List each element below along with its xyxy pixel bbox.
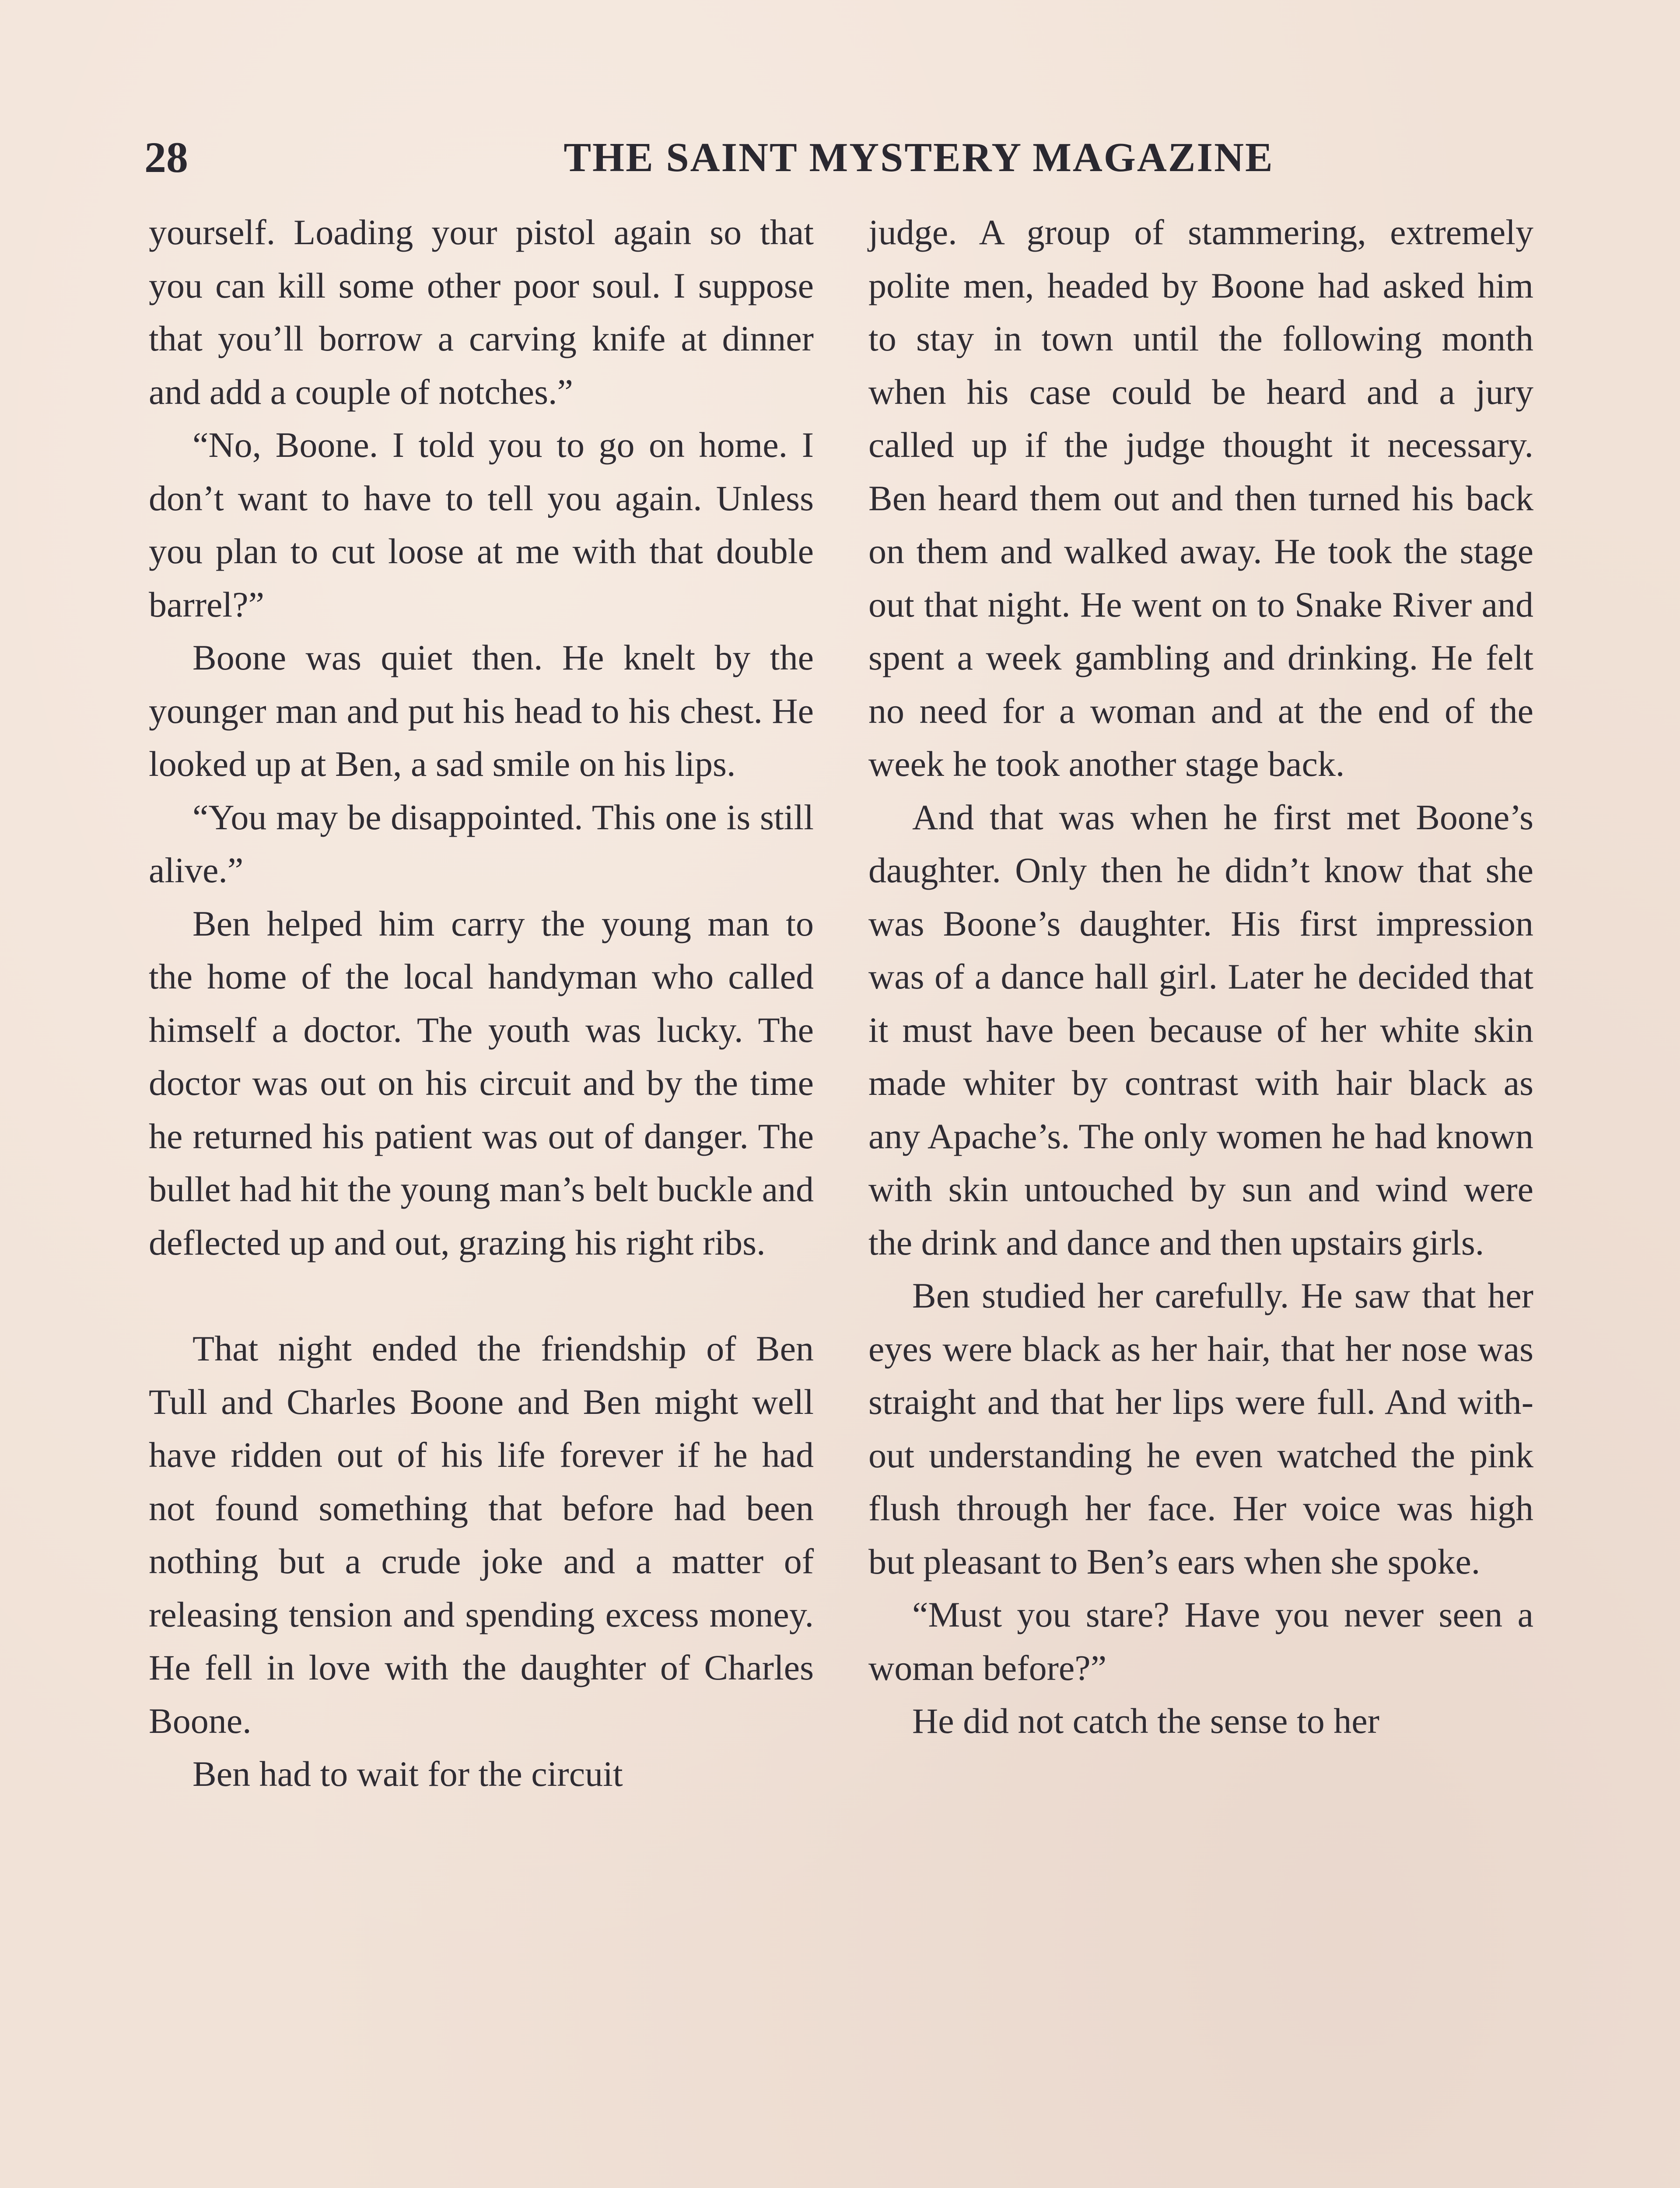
paragraph: “You may be disappointed. This one is still alive.” bbox=[149, 797, 814, 890]
paragraph: He did not catch the sense to her bbox=[912, 1701, 1379, 1741]
paragraph: Ben had to wait for the circuit bbox=[192, 1754, 623, 1794]
paragraph: judge. A group of stammering, extremely polite men, headed by Boone had asked him to stay in town until the following month when his case could be heard and a jury called up if the judge thought it necessary. Ben heard them out and then turned his back on them and walked away. He took the stage out that night. He went on to Snake River and spent a week gambling and drinking. He felt no need for a woman and at the end of the week he took another stage back. bbox=[868, 212, 1533, 784]
paragraph: Ben helped him carry the young man to the home of the local handyman who called himself a doctor. The youth was lucky. The doctor was out on his circuit and by the time he returned his patient was out of danger. The bullet had hit the young man’s belt buckle and deflected up and out, grazing his right ribs. bbox=[149, 903, 814, 1262]
paragraph: That night ended the friendship of Ben Tull and Charles Boone and Ben might well have ridden out of his life forever if he had not found something that before had been nothing but a crude joke and a matter of releasing tension and spending excess money. He fell in love with the daughter of Charles Boone. bbox=[149, 1329, 814, 1741]
paragraph: yourself. Loading your pistol again so that you can kill some other poor soul. I suppose that you’ll borrow a carving knife at dinner and add a couple of notches.” bbox=[149, 212, 814, 412]
paragraph: “Must you stare? Have you never seen a woman before?” bbox=[868, 1595, 1533, 1688]
paragraph: Ben studied her carefully. He saw that her eyes were black as her hair, that her nose was straight and that her lips were full. And without understanding he even watched the pink flush through her face. Her voice was high but pleasant to Ben’s ears when she spoke. bbox=[868, 1276, 1533, 1581]
running-title: THE SAINT MYSTERY MAGAZINE bbox=[564, 135, 1274, 180]
paragraph: Boone was quiet then. He knelt by the younger man and put his head to his chest. He looked up at Ben, a sad smile on his lips. bbox=[149, 638, 814, 784]
text-column-left bbox=[149, 206, 814, 1801]
page-header bbox=[144, 127, 1540, 193]
paragraph: And that was when he first met Boone’s daughter. Only then he didn’t know that she was Boone’s daughter. His first impression was of a dance hall girl. Later he decided that it must have been because of her white skin made whiter by contrast with hair black as any Apache’s. The only women he had known with skin untouched by sun and wind were the drink and dance and then upstairs girls. bbox=[868, 797, 1533, 1262]
page-number: 28 bbox=[144, 133, 188, 182]
paragraph: “No, Boone. I told you to go on home. I don’t want to have to tell you again. Unless you plan to cut loose at me with that double barrel?” bbox=[149, 425, 814, 624]
text-column-right bbox=[868, 206, 1533, 1748]
